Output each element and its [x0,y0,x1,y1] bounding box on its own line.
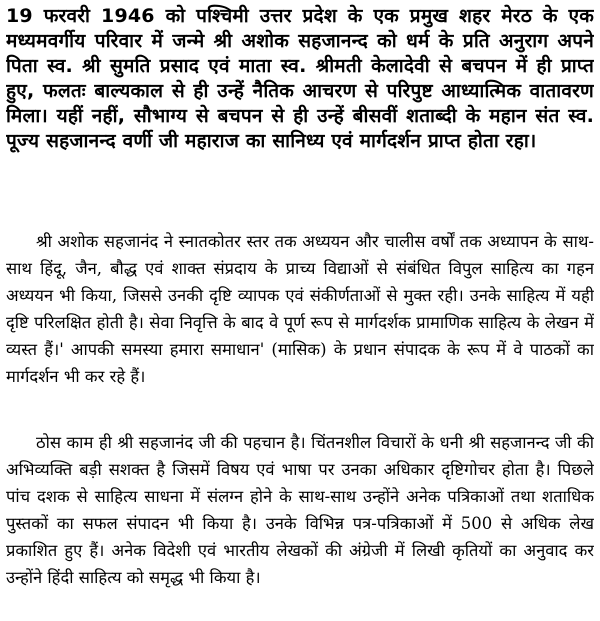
biography-paragraph-career: श्री अशोक सहजानंद ने स्नातकोतर स्तर तक अध्ययन और चालीस वर्षों तक अध्यापन के साथ-साथ हिंदू, जैन, बौद्ध एवं शाक्त संप्रदाय के प्राच्य विद्याओं से संबंधित विपुल साहित्य का गहन अध्ययन भी किया, जिससे उनकी दृष्टि व्यापक एवं संकीर्णताओं से मुक्त रही। उनके साहित्य में यही दृष्टि परिलक्षित होती है। सेवा निवृत्ति के बाद वे पूर्ण रूप से मार्गदर्शक प्रामाणिक साहित्य के लेखन में व्यस्त हैं।' आपकी समस्या हमारा समाधान' (मासिक) के प्रधान संपादक के रूप में वे पाठकों का मार्गदर्शन भी कर रहे हैं। [6,232,594,386]
biography-paragraph-works: ठोस काम ही श्री सहजानंद जी की पहचान है। चिंतनशील विचारों के धनी श्री सहजानन्द जी की अभिव्यक्ति बड़ी सशक्त है जिसमें विषय एवं भाषा पर उनका अधिकार दृष्टिगोचर होता है। पिछले पांच दशक से साहित्य साधना में संलग्न होने के साथ-साथ उन्होंने अनेक पत्रिकाओं तथा शताधिक पुस्तकों का सफल संपादन भी किया है। उनके विभिन्न पत्र-पत्रिकाओं में 500 से अधिक लेख प्रकाशित हुए हैं। अनेक विदेशी एवं भारतीय लेखकों की अंग्रेजी में लिखी कृतियों का अनुवाद कर उन्होंने हिंदी साहित्य को समृद्ध भी किया है। [6,433,594,587]
biography-paragraph-intro: 19 फरवरी 1946 को पश्चिमी उत्तर प्रदेश के एक प्रमुख शहर मेरठ के एक मध्यमवर्गीय परिवार में जन्मे श्री अशोक सहजानन्द को धर्म के प्रति अनुराग अपने पिता स्व. श्री सुमति प्रसाद एवं माता स्व. श्रीमती केलादेवी से बचपन में ही प्राप्त हुए, फलतः बाल्यकाल से ही उन्हें नैतिक आचरण से परिपुष्ट आध्यात्मिक वातावरण मिला। यहीं नहीं, सौभाग्य से बचपन से ही उन्हें बीसवीं शताब्दी के महान संत स्व. पूज्य सहजानन्द वर्णी जी महाराज का सानिध्य एवं मार्गदर्शन प्राप्त होता रहा। [6,5,594,152]
